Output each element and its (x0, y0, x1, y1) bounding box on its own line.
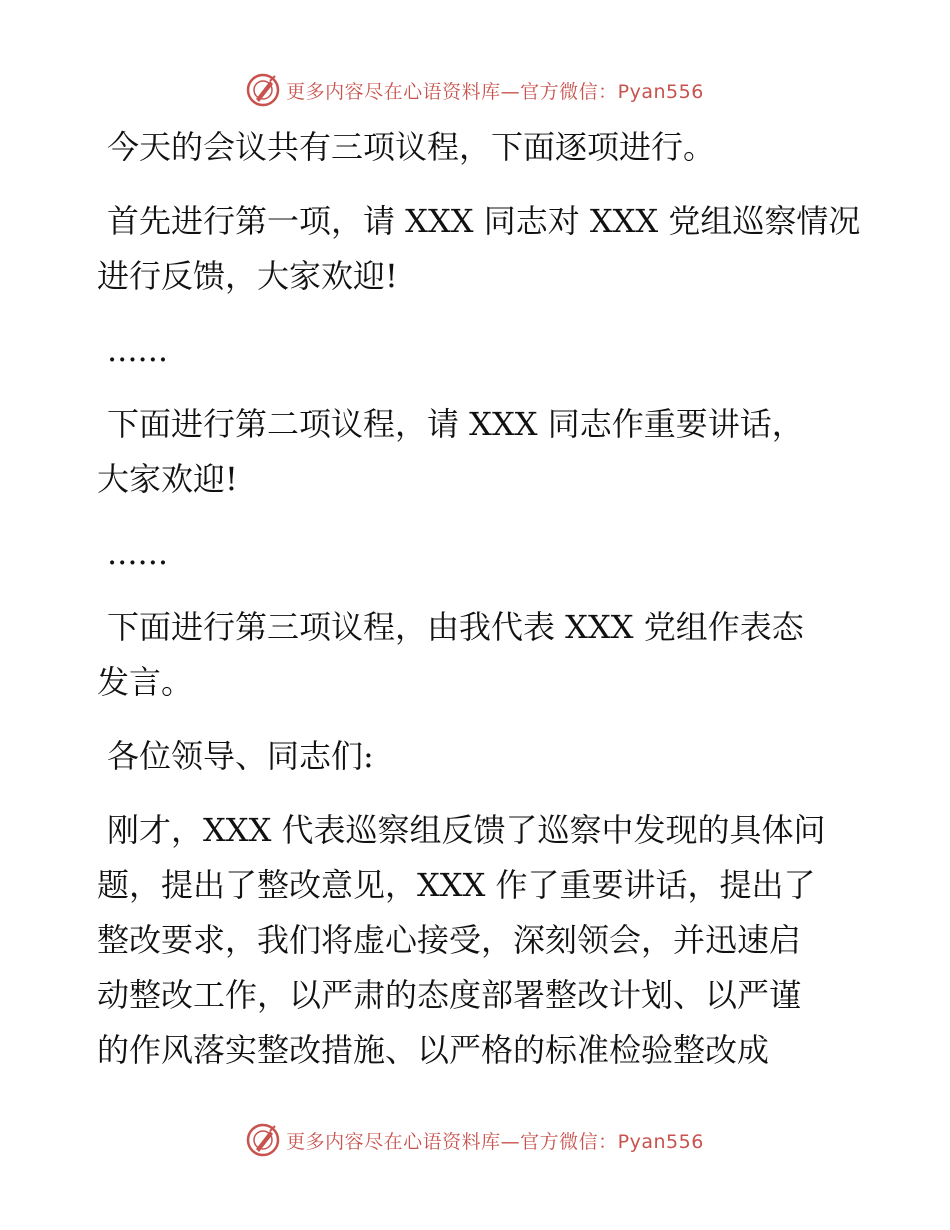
paragraph-third-item (97, 600, 867, 710)
document-body (97, 120, 867, 1097)
text-line: ...... (107, 331, 169, 369)
paragraph-salutation (97, 729, 867, 784)
text-line: 大家欢迎! (97, 460, 238, 498)
text-line: 各位领导、同志们: (107, 737, 374, 775)
text-line: 下面进行第三项议程，由我代表 XXX 党组作表态 (107, 608, 804, 646)
header-banner (0, 70, 950, 110)
text-line: 动整改工作，以严肃的态度部署整改计划、以严谨 (97, 976, 802, 1014)
header-banner-text: 更多内容尽在心语资料库—官方微信：Pyan556 (286, 80, 704, 103)
text-line: 进行反馈，大家欢迎! (97, 257, 398, 295)
paragraph-first-item (97, 194, 867, 304)
text-line: 整改要求，我们将虚心接受，深刻领会，并迅速启 (97, 921, 802, 959)
paragraph-response (97, 803, 867, 1078)
footer-banner-text: 更多内容尽在心语资料库—官方微信：Pyan556 (286, 1130, 704, 1153)
text-line: 题，提出了整改意见，XXX 作了重要讲话，提出了 (97, 866, 816, 904)
text-line: 首先进行第一项，请 XXX 同志对 XXX 党组巡察情况 (107, 202, 861, 240)
pen-logo-icon (246, 1123, 280, 1157)
text-line: 刚才，XXX 代表巡察组反馈了巡察中发现的具体问 (107, 811, 826, 849)
text-line: 的作风落实整改措施、以严格的标准检验整改成 (97, 1031, 770, 1069)
paragraph-second-item (97, 397, 867, 507)
text-line: 下面进行第二项议程，请 XXX 同志作重要讲话， (107, 405, 804, 443)
text-line: 发言。 (97, 663, 194, 701)
paragraph-ellipsis-1 (97, 323, 867, 378)
pen-logo-icon (246, 73, 280, 107)
paragraph-agenda-intro (97, 120, 867, 175)
paragraph-ellipsis-2 (97, 526, 867, 581)
text-line: 今天的会议共有三项议程，下面逐项进行。 (107, 128, 716, 166)
text-line: ...... (107, 534, 169, 572)
footer-banner (0, 1120, 950, 1160)
